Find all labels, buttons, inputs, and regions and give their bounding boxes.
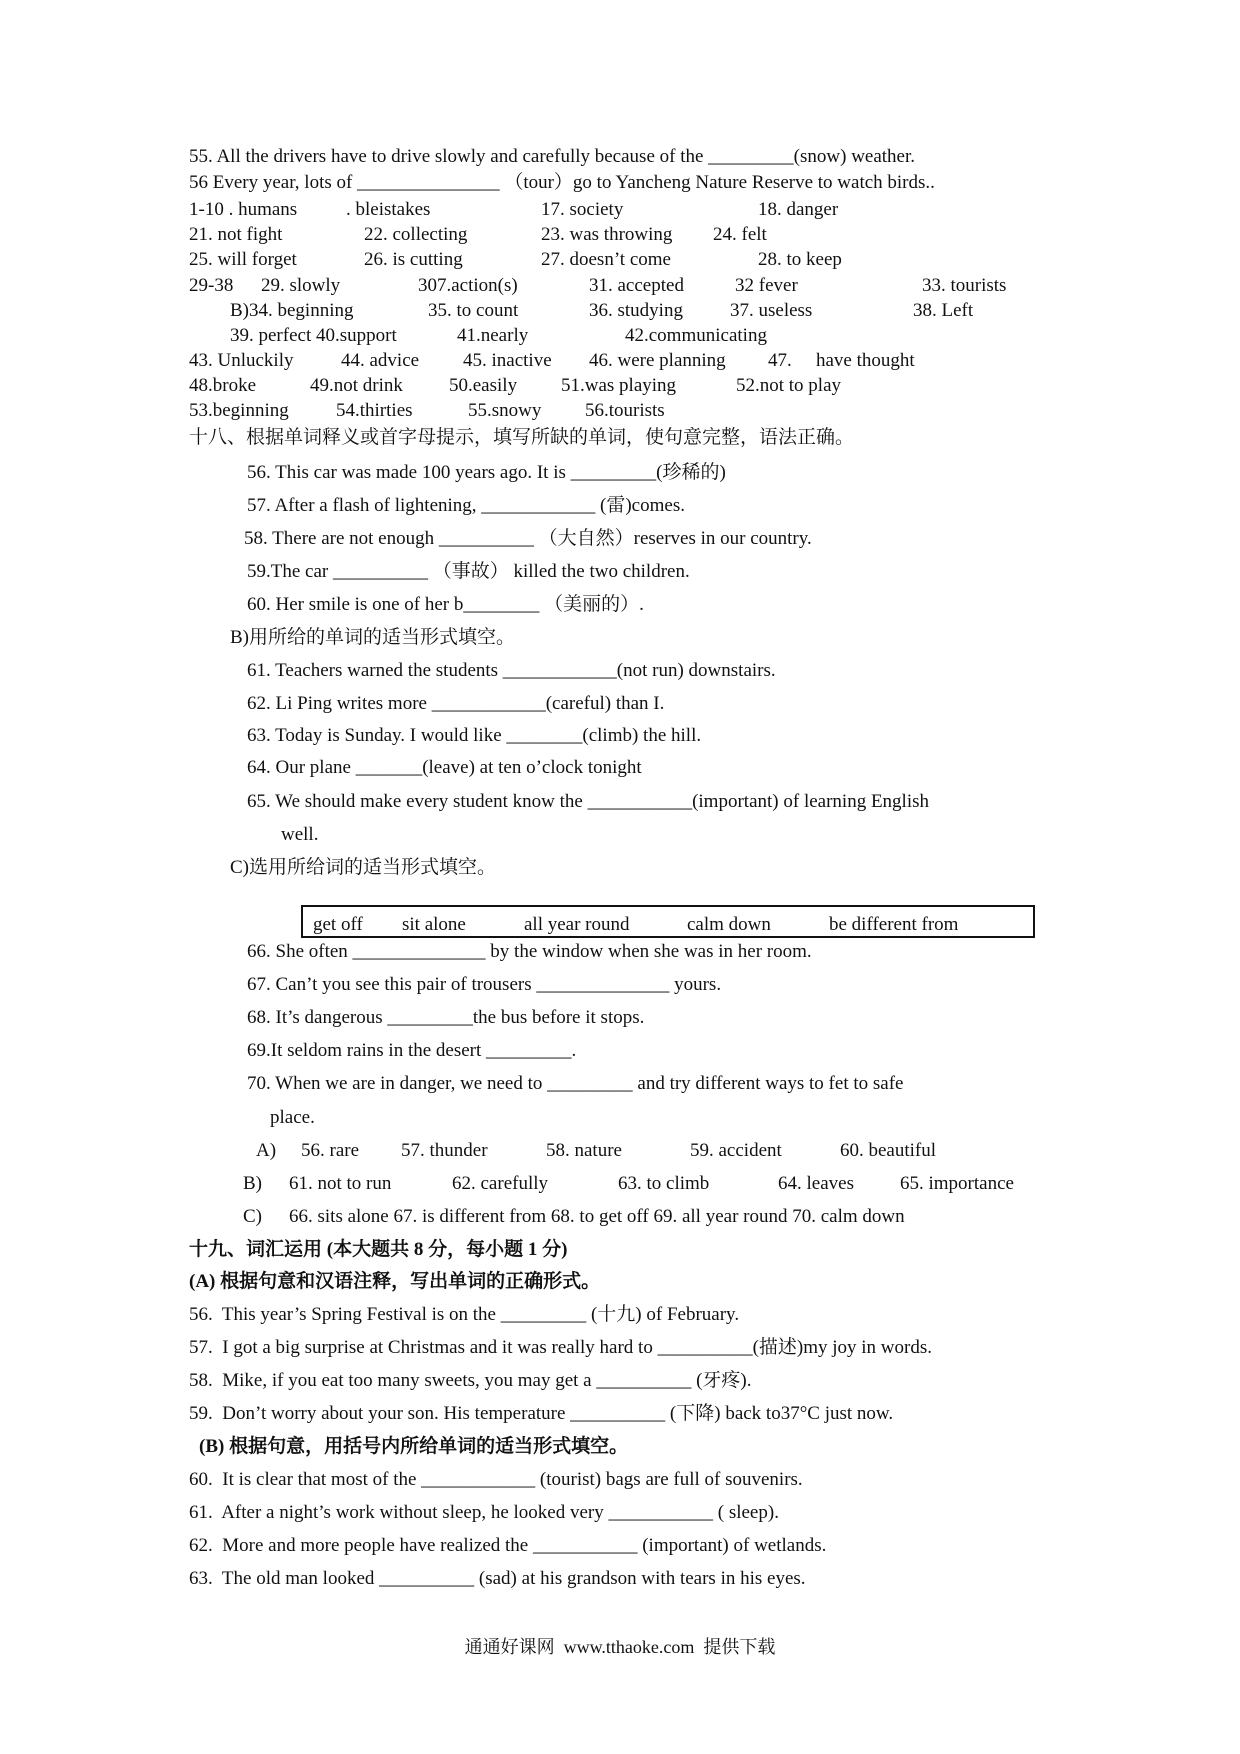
text-line: 49.not drink — [310, 375, 403, 396]
text-line: 57. I got a big surprise at Christmas and it was really hard to __________(描述)my joy in words. — [189, 1337, 933, 1358]
text-line: 55.snowy — [468, 400, 542, 421]
text-line: 48.broke — [189, 375, 257, 396]
text-line: 64. leaves — [778, 1173, 854, 1194]
text-line: 69.It seldom rains in the desert _________. — [247, 1040, 577, 1061]
text-line: 32 fever — [735, 275, 798, 296]
text-line: 29-38 — [189, 275, 234, 296]
text-line: 58. nature — [546, 1140, 622, 1161]
text-line: 35. to count — [428, 300, 519, 321]
text-line: 62. Li Ping writes more ____________(careful) than I. — [247, 693, 665, 714]
word-bank-item: be different from — [829, 914, 959, 935]
text-line: 56. This year’s Spring Festival is on the _________ (十九) of February. — [189, 1304, 740, 1325]
text-line: (B) 根据句意，用括号内所给单词的适当形式填空。 — [199, 1436, 629, 1457]
text-line: 50.easily — [449, 375, 518, 396]
text-line: C)选用所给词的适当形式填空。 — [230, 857, 497, 878]
text-line: have thought — [816, 350, 915, 371]
text-line: 63. Today is Sunday. I would like ________(climb) the hill. — [247, 725, 702, 746]
text-line: 28. to keep — [758, 249, 842, 270]
text-line: 61. not to run — [289, 1173, 392, 1194]
text-line: B)34. beginning — [230, 300, 354, 321]
text-line: 57. thunder — [401, 1140, 488, 1161]
text-line: 63. to climb — [618, 1173, 710, 1194]
text-line: 53.beginning — [189, 400, 289, 421]
text-line: 62. carefully — [452, 1173, 549, 1194]
text-line: 70. When we are in danger, we need to _________ and try different ways to fet to safe — [247, 1073, 904, 1094]
text-line: place. — [270, 1107, 315, 1128]
text-line: 十九、词汇运用 (本大题共 8 分，每小题 1 分) — [189, 1239, 568, 1260]
text-line: 47. — [768, 350, 792, 371]
text-line: 60. beautiful — [840, 1140, 937, 1161]
text-line: 22. collecting — [364, 224, 468, 245]
text-line: 45. inactive — [463, 350, 552, 371]
text-line: 54.thirties — [336, 400, 413, 421]
text-line: 29. slowly — [261, 275, 341, 296]
text-line: 38. Left — [913, 300, 974, 321]
text-line: 65. importance — [900, 1173, 1014, 1194]
text-line: C) — [243, 1206, 262, 1227]
text-line: 58. There are not enough __________ （大自然）reserves in our country. — [244, 528, 812, 549]
text-line: 66. She often ______________ by the window when she was in her room. — [247, 941, 812, 962]
text-line: 61. Teachers warned the students ____________(not run) downstairs. — [247, 660, 776, 681]
text-line: 65. We should make every student know the ___________(important) of learning English — [247, 791, 929, 812]
text-line: 46. were planning — [589, 350, 726, 371]
text-line: 307.action(s) — [418, 275, 518, 296]
text-line: 17. society — [541, 199, 624, 220]
text-line: 24. felt — [713, 224, 767, 245]
text-line: 63. The old man looked __________ (sad) at his grandson with tears in his eyes. — [189, 1568, 806, 1589]
text-line: B) — [243, 1173, 262, 1194]
text-line: B)用所给的单词的适当形式填空。 — [230, 627, 516, 648]
text-line: 67. Can’t you see this pair of trousers ______________ yours. — [247, 974, 722, 995]
word-bank-item: sit alone — [402, 914, 466, 935]
text-line: 21. not fight — [189, 224, 283, 245]
text-line: 61. After a night’s work without sleep, he looked very ___________ ( sleep). — [189, 1502, 779, 1523]
text-line: 36. studying — [589, 300, 683, 321]
word-bank-item: get off — [313, 914, 363, 935]
text-line: 60. Her smile is one of her b________ （美丽的）. — [247, 594, 644, 615]
text-line: 18. danger — [758, 199, 839, 220]
text-line: 66. sits alone 67. is different from 68. to get off 69. all year round 70. calm down — [289, 1206, 905, 1227]
text-line: 26. is cutting — [364, 249, 463, 270]
page-footer: 通通好课网 www.tthaoke.com 提供下载 — [464, 1637, 776, 1657]
word-bank-box — [301, 905, 1035, 938]
text-line: A) — [256, 1140, 277, 1161]
text-line: 43. Unluckily — [189, 350, 294, 371]
text-line: 41.nearly — [457, 325, 529, 346]
text-line: 44. advice — [341, 350, 420, 371]
text-line: 23. was throwing — [541, 224, 673, 245]
text-line: 27. doesn’t come — [541, 249, 671, 270]
text-line: 58. Mike, if you eat too many sweets, you may get a __________ (牙疼). — [189, 1370, 752, 1391]
text-line: 31. accepted — [589, 275, 684, 296]
text-line: 1-10 . humans — [189, 199, 298, 220]
text-line: 59. Don’t worry about your son. His temperature __________ (下降) back to37°C just now. — [189, 1403, 894, 1424]
text-line: 33. tourists — [922, 275, 1007, 296]
text-line: . bleistakes — [346, 199, 431, 220]
text-line: 68. It’s dangerous _________the bus before it stops. — [247, 1007, 645, 1028]
text-line: 56. rare — [301, 1140, 360, 1161]
text-line: 57. After a flash of lightening, ____________ (雷)comes. — [247, 495, 685, 516]
word-bank-item: all year round — [524, 914, 630, 935]
text-line: 十八、根据单词释义或首字母提示，填写所缺的单词，使句意完整，语法正确。 — [189, 427, 855, 448]
text-line: 56 Every year, lots of _______________ （tour）go to Yancheng Nature Reserve to watch birds.. — [189, 172, 935, 193]
text-line: 62. More and more people have realized the ___________ (important) of wetlands. — [189, 1535, 827, 1556]
text-line: 59. accident — [690, 1140, 782, 1161]
text-line: 37. useless — [730, 300, 813, 321]
text-line: 55. All the drivers have to drive slowly and carefully because of the _________(snow) weather. — [189, 146, 916, 167]
text-line: 59.The car __________ （事故） killed the two children. — [247, 561, 690, 582]
text-line: 56.tourists — [585, 400, 665, 421]
text-line: well. — [281, 824, 319, 845]
text-line: 52.not to play — [736, 375, 842, 396]
text-line: 42.communicating — [625, 325, 767, 346]
word-bank-item: calm down — [687, 914, 771, 935]
text-line: (A) 根据句意和汉语注释，写出单词的正确形式。 — [189, 1271, 601, 1292]
text-line: 25. will forget — [189, 249, 297, 270]
text-line: 56. This car was made 100 years ago. It is _________(珍稀的) — [247, 462, 726, 483]
text-line: 51.was playing — [561, 375, 677, 396]
text-line: 64. Our plane _______(leave) at ten o’clock tonight — [247, 757, 642, 778]
text-line: 60. It is clear that most of the ____________ (tourist) bags are full of souvenirs. — [189, 1469, 803, 1490]
text-line: 39. perfect 40.support — [230, 325, 397, 346]
